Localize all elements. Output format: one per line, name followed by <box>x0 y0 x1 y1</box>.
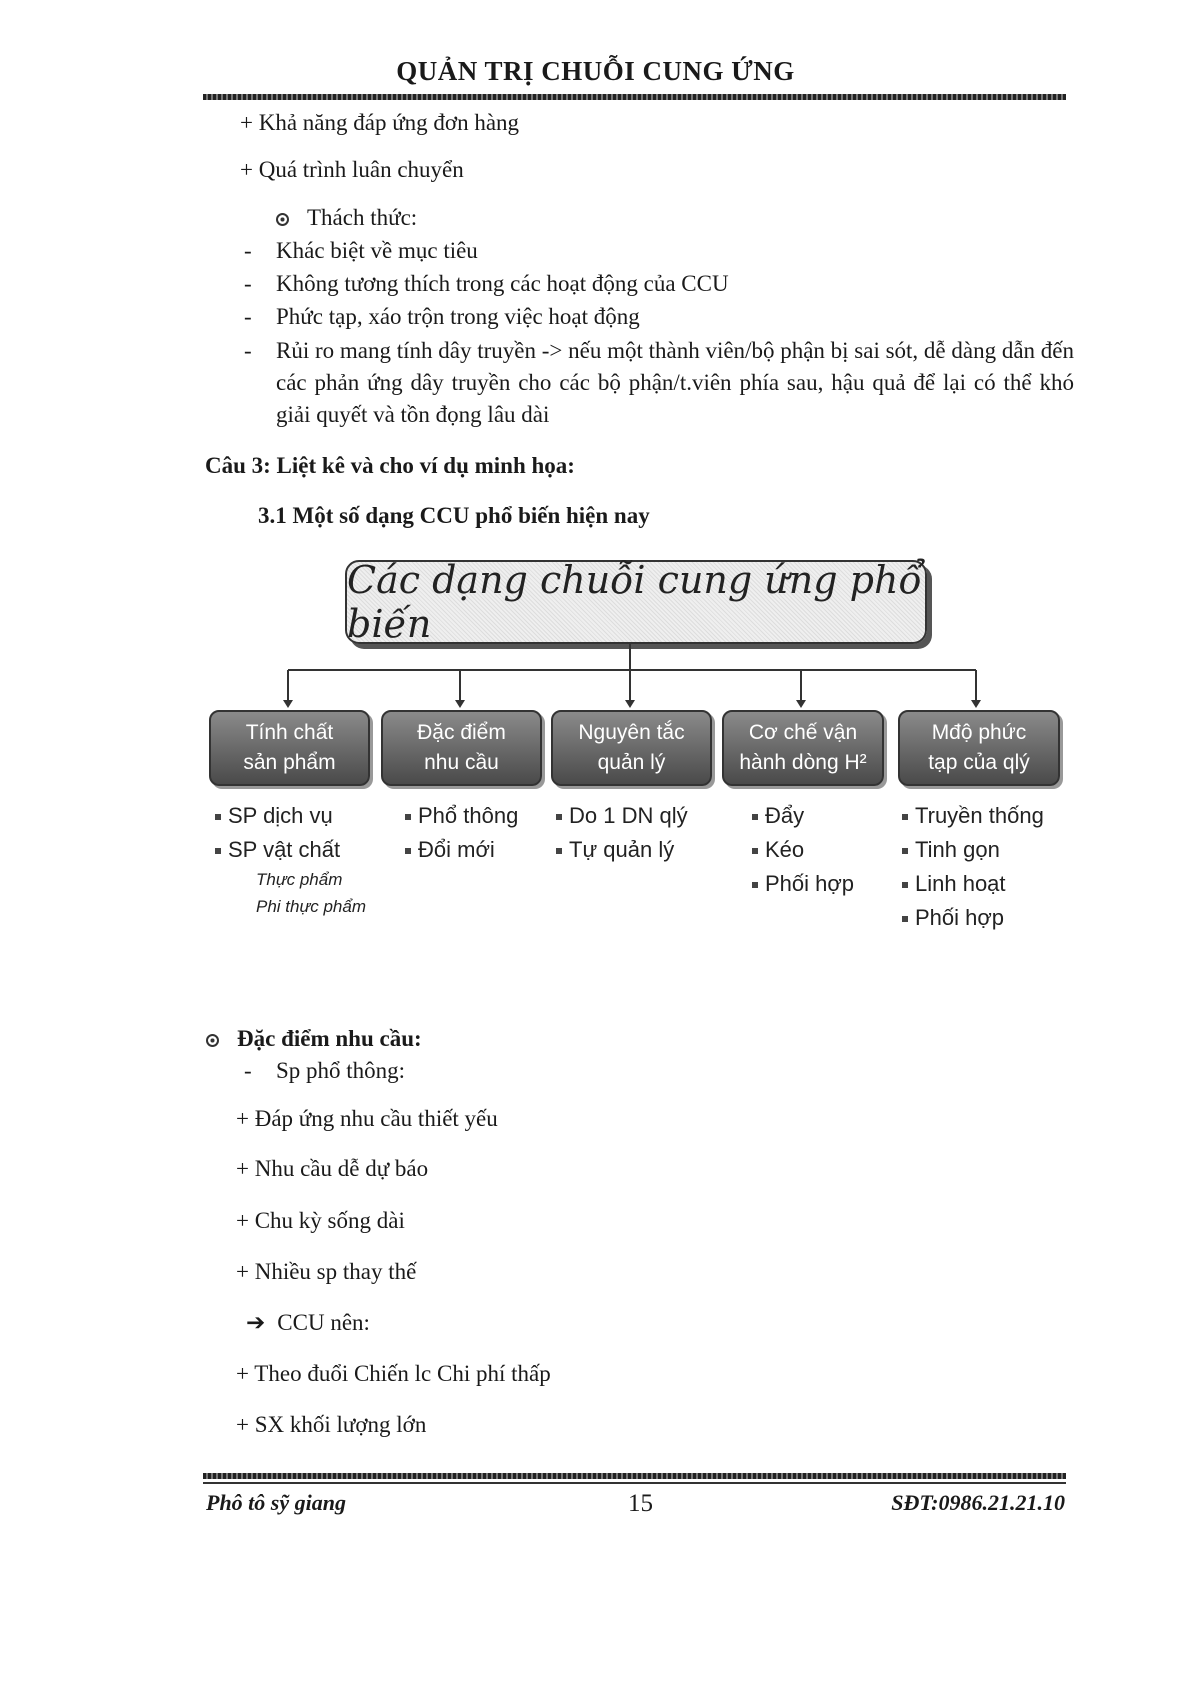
category-box-management <box>551 710 712 786</box>
category-box-complexity <box>898 710 1060 786</box>
footer-left: Phô tô sỹ giang <box>206 1490 346 1515</box>
category-box-operation <box>722 710 884 786</box>
category-subitem: Phi thực phẩm <box>256 897 366 916</box>
challenge-item: - Khác biệt về mục tiêu <box>244 238 478 263</box>
question-heading: Câu 3: Liệt kê và cho ví dụ minh họa: <box>205 453 575 478</box>
challenge-item: - Phức tạp, xáo trộn trong việc hoạt động <box>244 304 640 329</box>
category-item: Truyền thống <box>902 803 1044 829</box>
category-item: Tinh gọn <box>902 837 1000 863</box>
challenge-item: - Rủi ro mang tính dây truyền -> nếu một thành viên/bộ phận bị sai sót, dễ dàng dẫn đến các phản ứng dây truyền cho các bộ phận/t.viên phía sau, hậu quả để lại có thể khó giải quyết và tồn đọng lâu dài <box>244 335 1074 431</box>
category-label: quản lý <box>597 751 666 774</box>
demand-line: + Nhu cầu dễ dự báo <box>236 1156 429 1181</box>
category-label: tạp của qlý <box>928 751 1030 774</box>
category-item: SP dịch vụ <box>215 803 333 829</box>
category-item: Kéo <box>752 837 804 863</box>
category-label: hành dòng H² <box>739 751 867 774</box>
footer-right: SĐT:0986.21.21.10 <box>891 1490 1065 1515</box>
challenges-heading-text: Thách thức: <box>307 205 418 230</box>
page-number: 15 <box>628 1490 653 1517</box>
category-label: Đặc điểm <box>417 721 506 744</box>
category-label: nhu cầu <box>424 751 499 774</box>
intro-line: + Quá trình luân chuyển <box>240 157 464 182</box>
demand-heading-text: Đặc điểm nhu cầu: <box>237 1026 422 1051</box>
circle-bullet-icon <box>206 1034 219 1047</box>
challenge-item-text: Phức tạp, xáo trộn trong việc hoạt động <box>276 304 640 329</box>
category-item: Phối hợp <box>752 871 854 897</box>
category-box-product <box>209 710 370 786</box>
category-item: Đẩy <box>752 803 804 829</box>
right-arrow-icon: ➔ <box>246 1310 266 1336</box>
footer-rule-thin <box>203 1482 1066 1484</box>
category-label: Mđộ phức <box>931 721 1027 744</box>
page-header-title: QUẢN TRỊ CHUỖI CUNG ỨNG <box>396 56 795 86</box>
demand-conclusion: + SX khối lượng lớn <box>236 1412 427 1437</box>
category-label: Cơ chế vận <box>748 721 858 744</box>
challenge-item-text: Rủi ro mang tính dây truyền -> nếu một thành viên/bộ phận bị sai sót, dễ dàng dẫn đến các phản ứng dây truyền cho các bộ phận/t.viên phía sau, hậu quả để lại có thể khó giải quyết và tồn đọng lâu dài <box>276 338 1075 427</box>
demand-sub-text: Sp phổ thông: <box>276 1058 406 1083</box>
demand-conclusion: + Theo đuổi Chiến lc Chi phí thấp <box>236 1361 551 1386</box>
category-box-demand <box>381 710 542 786</box>
category-item: Tự quản lý <box>556 837 674 863</box>
category-item: Đổi mới <box>405 837 495 863</box>
demand-line: + Đáp ứng nhu cầu thiết yếu <box>236 1106 498 1131</box>
category-label: Tính chất <box>245 721 334 744</box>
demand-line: + Nhiều sp thay thế <box>236 1259 417 1284</box>
category-label: sản phẩm <box>243 751 336 774</box>
diagram-title: Các dạng chuỗi cung ứng phổ biến <box>347 558 922 646</box>
category-item: Phối hợp <box>902 905 1004 931</box>
demand-line: + Chu kỳ sống dài <box>236 1208 405 1233</box>
category-item: SP vật chất <box>215 837 340 863</box>
category-item: Linh hoạt <box>902 871 1006 897</box>
question-subheading: 3.1 Một số dạng CCU phổ biến hiện nay <box>258 503 650 528</box>
challenge-item: - Không tương thích trong các hoạt động của CCU <box>244 271 729 296</box>
challenge-item-text: Khác biệt về mục tiêu <box>276 238 478 263</box>
demand-arrow-label: CCU nên: <box>277 1310 370 1335</box>
demand-heading <box>206 1026 422 1052</box>
category-item: Phổ thông <box>405 803 518 829</box>
category-subitem: Thực phẩm <box>256 870 343 889</box>
demand-arrow-line <box>246 1310 370 1336</box>
footer-rule <box>203 1473 1066 1479</box>
category-label: Nguyên tắc <box>578 721 685 744</box>
category-item: Do 1 DN qlý <box>556 803 688 829</box>
challenge-item-text: Không tương thích trong các hoạt động của CCU <box>276 271 729 296</box>
demand-sub: - Sp phổ thông: <box>244 1058 406 1083</box>
intro-line: + Khả năng đáp ứng đơn hàng <box>240 110 520 135</box>
